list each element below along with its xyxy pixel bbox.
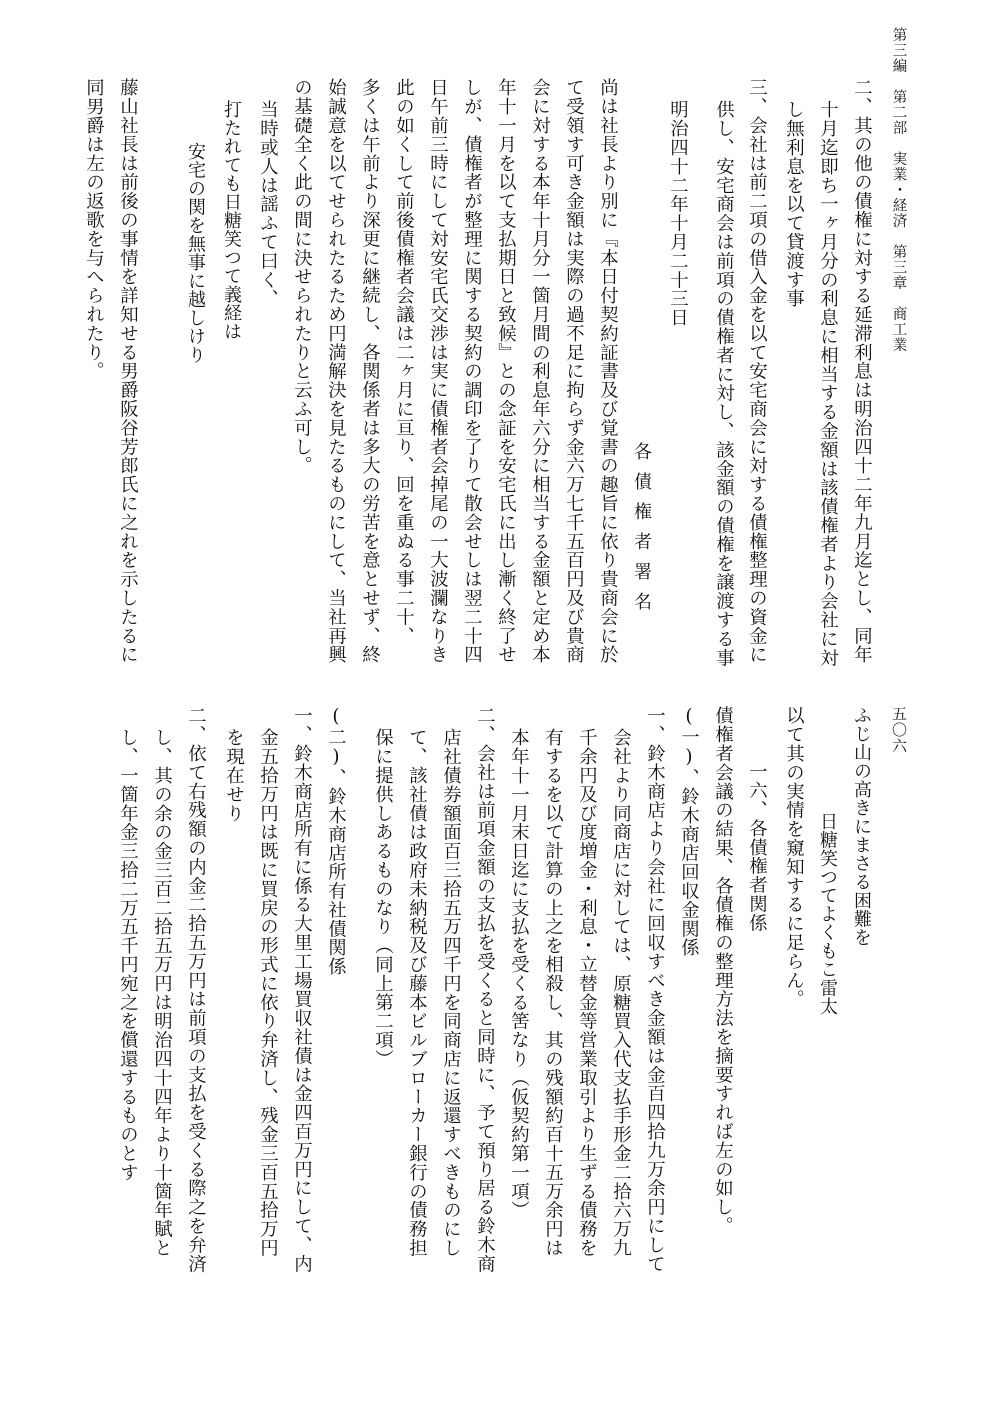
bottom-line-14: て、該社債は政府未納税及び藤本ビルブローカー銀行の債務担 (406, 728, 428, 1258)
top-line-18: 当時或人は謡ふて曰く、 (257, 100, 279, 308)
bottom-line-13: 店社債券額面百三拾五万四千円を同商店に返還すべきものにし (440, 728, 462, 1258)
bottom-line-10: 有するを以て計算の上之を相殺し、其の残額約百十五万余円は (542, 728, 564, 1258)
bottom-line-19: を現在せり (223, 728, 245, 823)
signatories: 各債権者署名 (631, 442, 652, 622)
top-line-13: 日午前三時にして対安宅氏交渉は実に債権者会掉尾の一大波瀾なりき (427, 78, 449, 664)
top-line-9: て受領す可き金額は実際の過不足に拘らず金六万七千五百円及び貴商 (563, 78, 585, 664)
top-line-11: 年十一月を以て支払期日と致候』との念証を安宅氏に出し漸く終了せ (495, 78, 517, 664)
bottom-line-3: 以て其の実情を窺知するに足らん。 (783, 706, 805, 1009)
top-line-17: の基礎全く此の間に決せられたりと云ふ可し。 (291, 78, 313, 475)
top-line-3: し無利息を以て貸渡す事 (783, 100, 805, 308)
top-line-5: 供し、安宅商会は前項の債権者に対し、該金額の債権を譲渡する事 (713, 100, 735, 667)
date-line: 明治四十二年十月二十三日 (667, 100, 689, 327)
bottom-line-15: 保に提供しあるものなり（同上第二項） (372, 728, 394, 1069)
poem-line-2: 安宅の関を無事に越しけり (185, 142, 206, 364)
top-line-14: 此の如くして前後債権者会議は二ヶ月に亘り、回を重ぬる事二十、 (393, 78, 415, 645)
top-line-22: 同男爵は左の返歌を与へられたり。 (83, 78, 105, 381)
bottom-line-21: し、其の余の金三百二拾五万円は明治四十四年より十箇年賦と (151, 728, 173, 1258)
bottom-line-7: 一、鈴木商店より会社に回収すべき金額は金百四拾九万余円にして (644, 706, 666, 1273)
subheading-2: (二)、鈴木商店所有社債関係 (325, 706, 347, 976)
top-line-15: 多くは午前より深更に継続し、各関係者は多大の労苦を意とせず、終 (359, 78, 381, 664)
subheading-1: (一)、鈴木商店回収金関係 (678, 706, 700, 957)
top-line-10: 会に対する本年十月分一箇月間の利息年六分に相当する金額と定め本 (529, 78, 551, 664)
reply-poem-line-2: 日糖笑つてよくもこ雷太 (817, 812, 838, 1016)
bottom-line-17: 一、鈴木商店所有に係る大里工場買収社債は金四百万円にして、内 (291, 706, 313, 1273)
bottom-line-5: 債権者会議の結果、各債権の整理方法を摘要すれば左の如し。 (712, 706, 734, 1236)
bottom-line-9: 千余円及び度増金・利息・立替金等営業取引より生ずる債務を (576, 728, 598, 1258)
bottom-line-12: 二、会社は前項金額の支払を受くると同時に、予て預り居る鈴木商 (474, 706, 496, 1273)
poem-line-1: 打たれても日糖笑つて義経は (221, 100, 242, 341)
bottom-line-22: し、一箇年金三拾二万五千円宛之を償還するものとす (117, 728, 139, 1182)
reply-poem-line-1: ふじ山の高きにまさる困難を (851, 706, 872, 947)
bottom-line-8: 会社より同商店に対しては、原糖買入代支払手形金二拾六万九 (610, 728, 632, 1258)
bottom-line-20: 二、依て右残額の内金二拾五万円は前項の支払を受くる際之を弁済 (185, 706, 207, 1273)
top-line-2: 十月迄即ち一ヶ月分の利息に相当する金額は該債権者より会社に対 (817, 100, 839, 667)
running-header: 第三編 第二部 実業・経済 第三章 商工業 (890, 27, 907, 353)
top-line-8: 尚は社長より別に『本日付契約証書及び覚書の趣旨に依り貴商会に於 (597, 78, 619, 664)
top-line-21: 藤山社長は前後の事情を詳知せる男爵阪谷芳郎氏に之れを示したるに (117, 78, 139, 664)
top-line-16: 始誠意を以てせられたるため円満解決を見たるものにして、当社再興 (325, 78, 347, 664)
bottom-line-11: 本年十一月末日迄に支払を受くる筈なり（仮契約第一項） (508, 728, 530, 1220)
top-line-12: しが、債権者が整理に関する契約の調印を了りて散会せしは翌二十四 (461, 78, 483, 664)
bottom-line-18: 金五拾万円は既に買戻の形式に依り弁済し、残金三百五拾万円 (257, 728, 279, 1258)
section-heading-16: 一六、各債権者関係 (746, 762, 768, 933)
page-number: 五〇六 (890, 706, 908, 754)
top-line-1: 二、其の他の債権に対する延滞利息は明治四十二年九月迄とし、同年 (851, 78, 873, 664)
top-line-4: 三、会社は前二項の借入金を以て安宅商会に対する債権整理の資金に (746, 78, 768, 664)
